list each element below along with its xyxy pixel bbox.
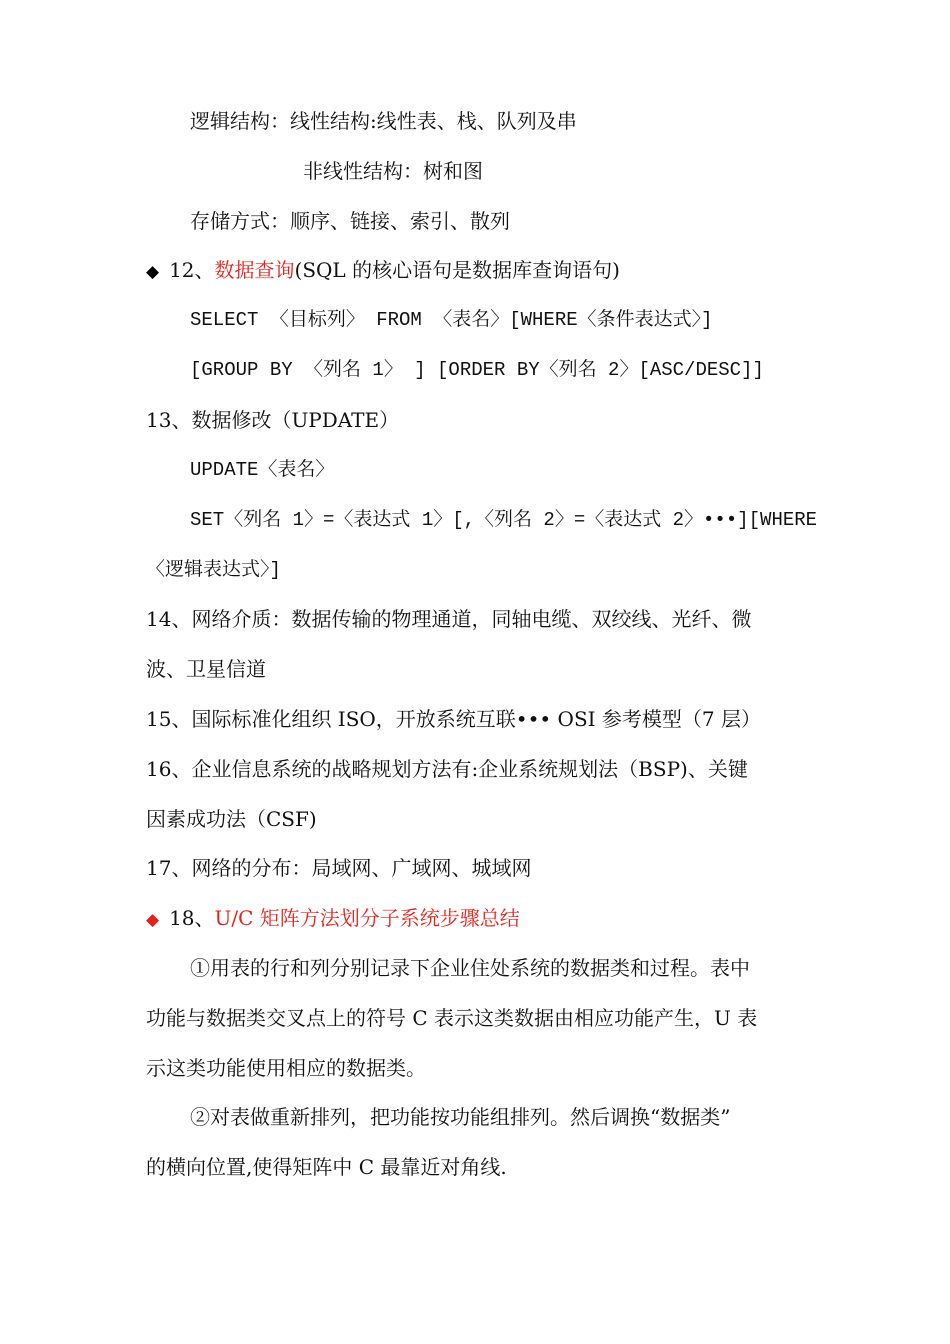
bullet-diamond-icon: ◆ bbox=[146, 262, 160, 282]
text-line-step-1-end: 示这类功能使用相应的数据类。 bbox=[146, 1056, 426, 1080]
text-line-item-16: 16、企业信息系统的战略规划方法有:企业系统规划法（BSP)、关键 bbox=[146, 757, 748, 781]
code-line-select: SELECT 〈目标列〉 FROM 〈表名〉[WHERE〈条件表达式〉] bbox=[190, 309, 713, 331]
text-line-item-14: 14、网络介质：数据传输的物理通道，同轴电缆、双绞线、光纤、微 bbox=[146, 607, 752, 631]
item-12-number: 12、 bbox=[169, 258, 215, 282]
text-line-step-1: ①用表的行和列分别记录下企业住处系统的数据类和过程。表中 bbox=[190, 956, 750, 980]
text-line-item-13: 13、数据修改（UPDATE） bbox=[146, 408, 400, 432]
text-line-item-18 bbox=[146, 903, 520, 933]
text-line-logic-structure: 逻辑结构：线性结构:线性表、栈、队列及串 bbox=[190, 109, 577, 133]
text-line-item-14-cont: 波、卫星信道 bbox=[146, 657, 266, 681]
item-18-number: 18、 bbox=[169, 906, 215, 930]
text-line-nonlinear-structure: 非线性结构：树和图 bbox=[303, 159, 483, 183]
text-line-item-16-cont: 因素成功法（CSF) bbox=[146, 807, 317, 831]
item-18-heading: U/C 矩阵方法划分子系统步骤总结 bbox=[214, 906, 520, 930]
text-line-item-17: 17、网络的分布：局域网、广域网、城域网 bbox=[146, 856, 532, 880]
text-line-step-2: ②对表做重新排列，把功能按功能组排列。然后调换“数据类” bbox=[190, 1105, 731, 1129]
code-line-update: UPDATE〈表名〉 bbox=[190, 459, 335, 481]
text-line-item-15: 15、国际标准化组织 ISO，开放系统互联••• OSI 参考模型（7 层） bbox=[146, 707, 761, 731]
code-line-where-cont: 〈逻辑表达式〉] bbox=[146, 559, 281, 581]
bullet-diamond-red-icon: ◆ bbox=[146, 910, 160, 930]
code-line-group-order: [GROUP BY 〈列名 1〉 ] [ORDER BY〈列名 2〉[ASC/DESC]] bbox=[190, 359, 764, 381]
code-line-set: SET〈列名 1〉=〈表达式 1〉[,〈列名 2〉=〈表达式 2〉•••][WHERE bbox=[190, 509, 818, 531]
item-12-note: (SQL 的核心语句是数据库查询语句) bbox=[294, 258, 620, 282]
text-line-storage-methods: 存储方式：顺序、链接、索引、散列 bbox=[190, 209, 510, 233]
item-12-heading: 数据查询 bbox=[214, 258, 295, 282]
text-line-item-12 bbox=[146, 255, 620, 285]
text-line-step-1-cont: 功能与数据类交叉点上的符号 C 表示这类数据由相应功能产生，U 表 bbox=[146, 1006, 758, 1030]
text-line-step-2-cont: 的横向位置,使得矩阵中 C 最靠近对角线. bbox=[146, 1155, 507, 1179]
